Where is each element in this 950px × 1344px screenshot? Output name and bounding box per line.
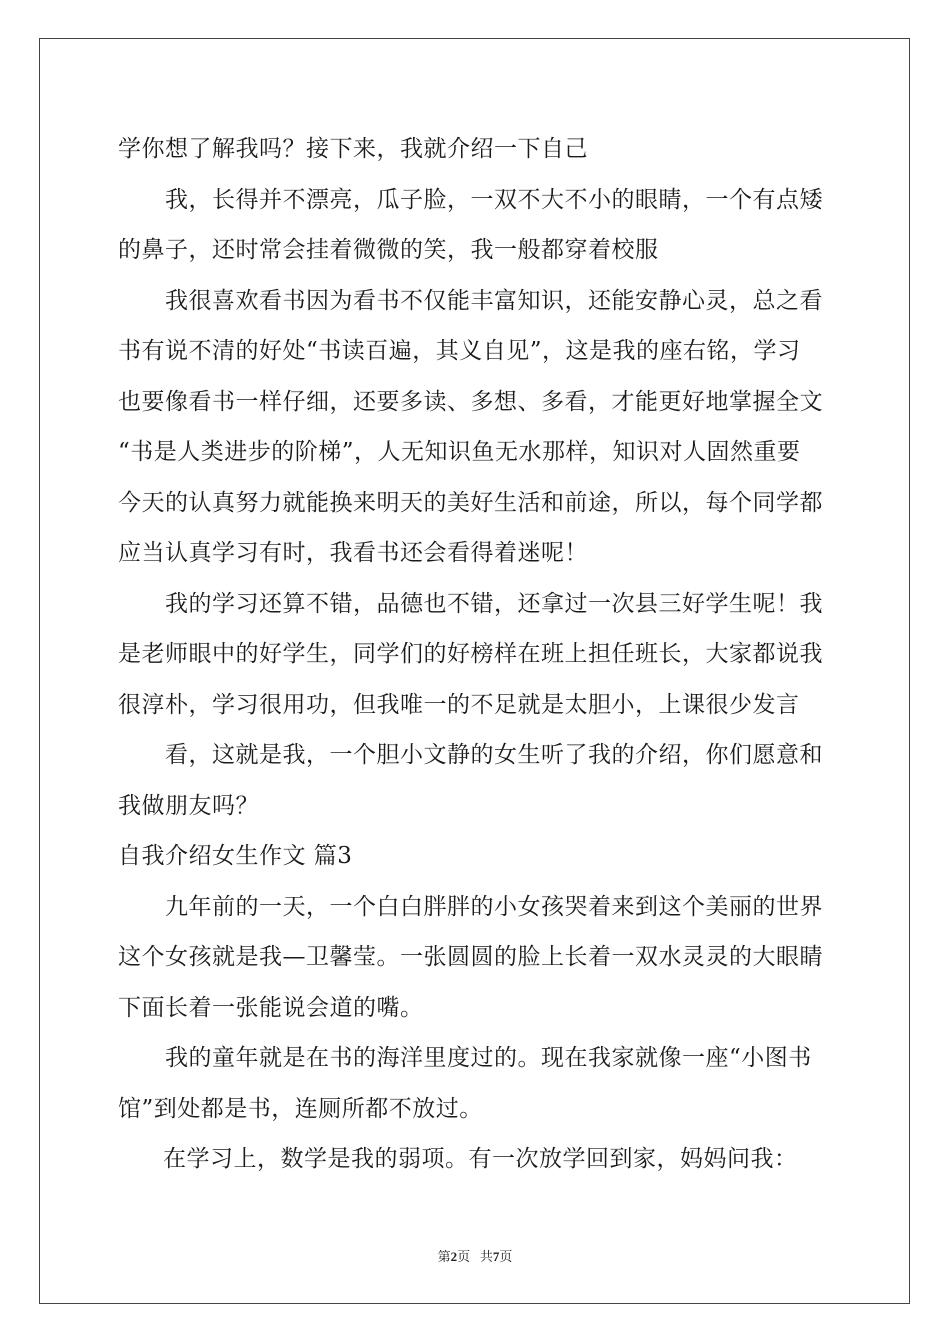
text-line: 这个女孩就是我—卫馨莹。一张圆圆的脸上长着一双水灵灵的大眼睛	[118, 944, 823, 970]
text-line: 九年前的一天，一个白白胖胖的小女孩哭着来到这个美丽的世界	[165, 893, 823, 920]
text-line: 应当认真学习有时，我看书还会看得着迷呢！	[118, 540, 588, 566]
text-line: 的鼻子，还时常会挂着微微的笑，我一般都穿着校服	[118, 237, 659, 263]
text-line: “书是人类进步的阶梯”，人无知识鱼无水那样，知识对人固然重要	[118, 439, 801, 465]
total-prefix: 共	[479, 1249, 493, 1264]
text-line: 我的童年就是在书的海洋里度过的。现在我家就像一座“小图书	[165, 1045, 812, 1071]
text-line: 下面长着一张能说会道的嘴。	[118, 994, 424, 1021]
text-line: 今天的认真努力就能换来明天的美好生活和前途，所以，每个同学都	[118, 489, 823, 516]
total-suffix: 页	[499, 1249, 513, 1264]
page-prefix: 第	[437, 1249, 451, 1264]
text-line: 书有说不清的好处“书读百遍，其义自见”，这是我的座右铭，学习	[118, 338, 801, 364]
text-line: 我的学习还算不错，品德也不错，还拿过一次县三好学生呢！我	[165, 590, 823, 617]
section-heading: 自我介绍女生作文 篇3	[118, 843, 353, 869]
page-footer	[0, 1246, 950, 1265]
total-pages: 7	[492, 1249, 500, 1264]
text-line: 我，长得并不漂亮，瓜子脸，一双不大不小的眼睛，一个有点矮	[165, 186, 823, 213]
text-line: 在学习上，数学是我的弱项。有一次放学回到家，妈妈问我：	[163, 1146, 798, 1172]
text-line: 看，这就是我，一个胆小文静的女生听了我的介绍，你们愿意和	[165, 742, 823, 768]
document-body	[118, 124, 838, 1185]
text-line: 我做朋友吗？	[118, 792, 259, 819]
text-line: 是老师眼中的好学生，同学们的好榜样在班上担任班长，大家都说我	[118, 641, 823, 667]
text-line: 学你想了解我吗？接下来，我就介绍一下自己	[118, 136, 588, 162]
text-line: 我很喜欢看书因为看书不仅能丰富知识，还能安静心灵，总之看	[165, 287, 823, 314]
page-number: 2	[450, 1249, 458, 1264]
text-line: 也要像看书一样仔细，还要多读、多想、多看，才能更好地掌握全文	[118, 388, 823, 415]
page-suffix: 页	[457, 1249, 471, 1264]
text-line: 很淳朴，学习很用功，但我唯一的不足就是太胆小，上课很少发言	[118, 691, 800, 718]
text-line: 馆”到处都是书，连厕所都不放过。	[118, 1095, 483, 1122]
